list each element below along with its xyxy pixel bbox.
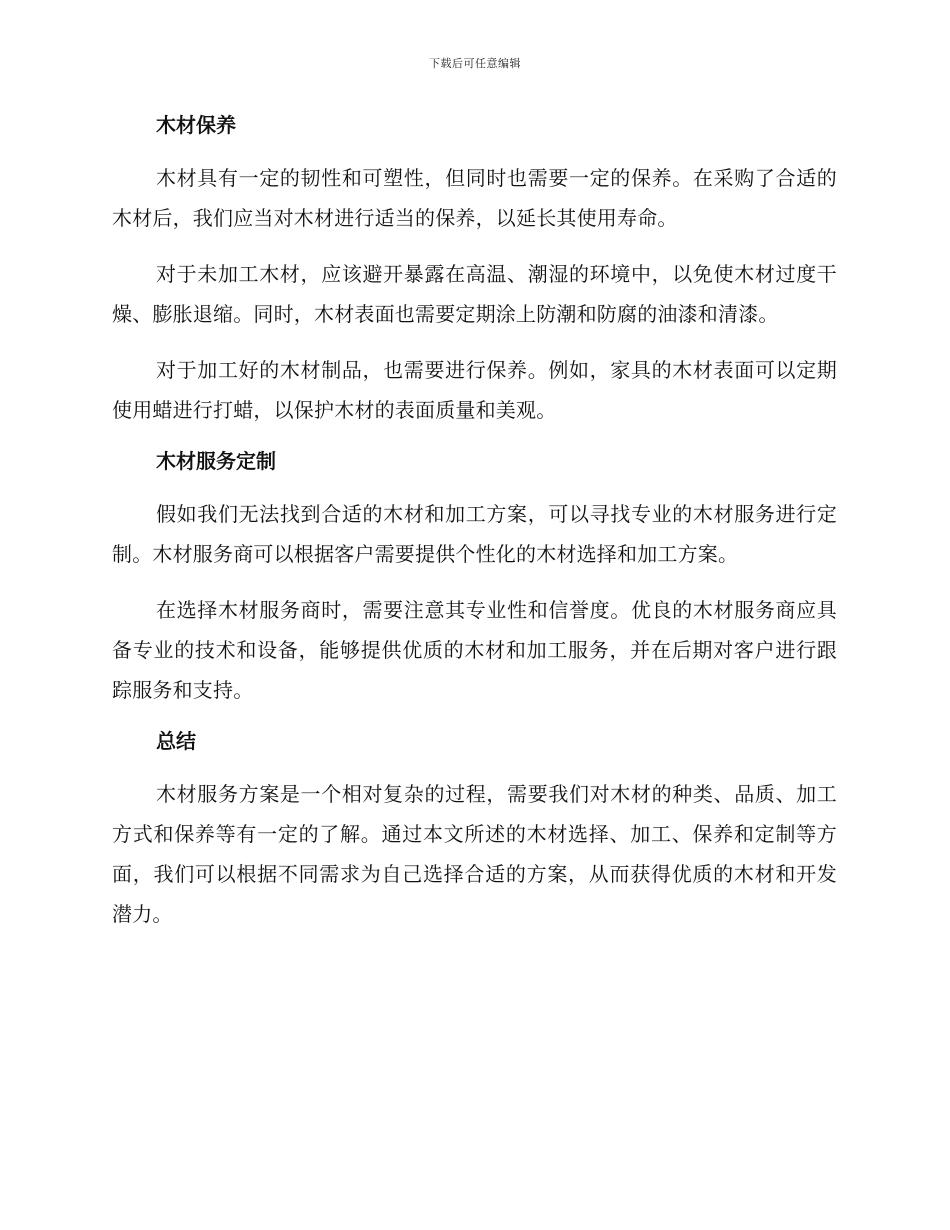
paragraph: 木材服务方案是一个相对复杂的过程，需要我们对木材的种类、品质、加工方式和保养等有一定的了解。通过本文所述的木材选择、加工、保养和定制等方面，我们可以根据不同需求为自己选择合适的方案，从而获得优质的木材和开发潜力。 [112,782,837,926]
section-heading: 总结 [156,729,196,753]
paragraph: 对于未加工木材，应该避开暴露在高温、潮湿的环境中，以免使木材过度干燥、膨胀退缩。同时，木材表面也需要定期涂上防潮和防腐的油漆和清漆。 [112,262,837,326]
document-body [112,110,837,950]
paragraph: 对于加工好的木材制品，也需要进行保养。例如，家具的木材表面可以定期使用蜡进行打蜡，以保护木材的表面质量和美观。 [112,358,837,422]
paragraph: 假如我们无法找到合适的木材和加工方案，可以寻找专业的木材服务进行定制。木材服务商可以根据客户需要提供个性化的木材选择和加工方案。 [112,502,837,566]
section-wood-customization [112,446,837,710]
header-note: 下载后可任意编辑 [429,57,521,70]
section-heading: 木材保养 [156,113,236,137]
section-summary [112,726,837,934]
section-wood-maintenance [112,110,837,430]
section-heading: 木材服务定制 [156,449,276,473]
paragraph: 木材具有一定的韧性和可塑性，但同时也需要一定的保养。在采购了合适的木材后，我们应当对木材进行适当的保养，以延长其使用寿命。 [112,166,837,230]
paragraph: 在选择木材服务商时，需要注意其专业性和信誉度。优良的木材服务商应具备专业的技术和设备，能够提供优质的木材和加工服务，并在后期对客户进行跟踪服务和支持。 [112,598,837,702]
